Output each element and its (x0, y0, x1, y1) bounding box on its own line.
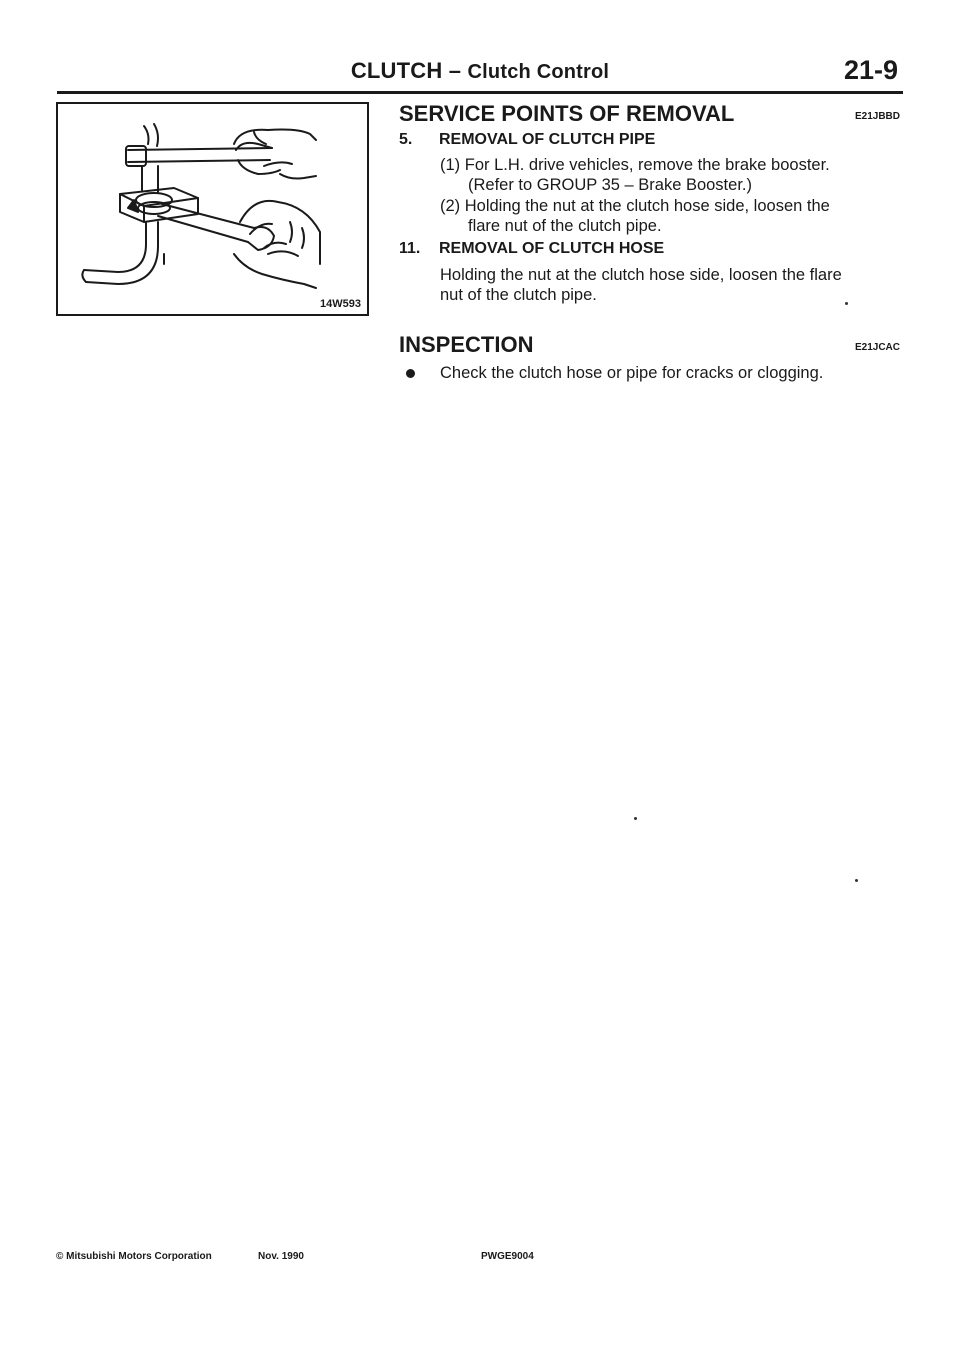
item-5-step-1-line-1: (1) For L.H. drive vehicles, remove the brake booster. (440, 156, 830, 174)
footer-document-code: PWGE9004 (481, 1251, 534, 1262)
service-points-heading: SERVICE POINTS OF REMOVAL (399, 101, 735, 126)
scan-speck (855, 879, 858, 882)
item-5-step-1-line-2: (Refer to GROUP 35 – Brake Booster.) (468, 176, 752, 194)
title-sub: Clutch Control (467, 61, 610, 83)
wrench-illustration (56, 102, 369, 316)
item-5-title: REMOVAL OF CLUTCH PIPE (439, 131, 656, 148)
item-11-line-1: Holding the nut at the clutch hose side, loosen the flare (440, 266, 842, 284)
title-main: CLUTCH (350, 58, 443, 83)
item-5-number: 5. (399, 131, 413, 148)
header-rule (57, 91, 903, 94)
item-5-step-2-line-2: flare nut of the clutch pipe. (468, 217, 662, 235)
item-11-heading (399, 240, 664, 258)
scan-speck (845, 302, 848, 305)
inspection-bullet-text: Check the clutch hose or pipe for cracks or clogging. (440, 364, 824, 382)
footer-date: Nov. 1990 (258, 1251, 304, 1262)
scan-speck (634, 817, 637, 820)
page-number: 21-9 (843, 55, 898, 85)
item-5-step-2-line-1: (2) Holding the nut at the clutch hose side, loosen the (440, 197, 830, 215)
title-separator: – (442, 58, 468, 83)
figure-code: 14W593 (320, 298, 361, 310)
page-title (0, 58, 960, 84)
item-11-number: 11. (399, 240, 421, 257)
service-points-code: E21JBBD (854, 111, 900, 122)
inspection-code: E21JCAC (854, 342, 900, 353)
item-11-title: REMOVAL OF CLUTCH HOSE (439, 240, 665, 257)
item-11-line-2: nut of the clutch pipe. (440, 286, 597, 304)
footer-copyright: © Mitsubishi Motors Corporation (56, 1251, 212, 1262)
inspection-heading: INSPECTION (399, 332, 534, 357)
bullet-dot (406, 369, 415, 378)
clutch-pipe-wrench-drawing (58, 104, 367, 314)
item-5-heading (399, 131, 655, 149)
